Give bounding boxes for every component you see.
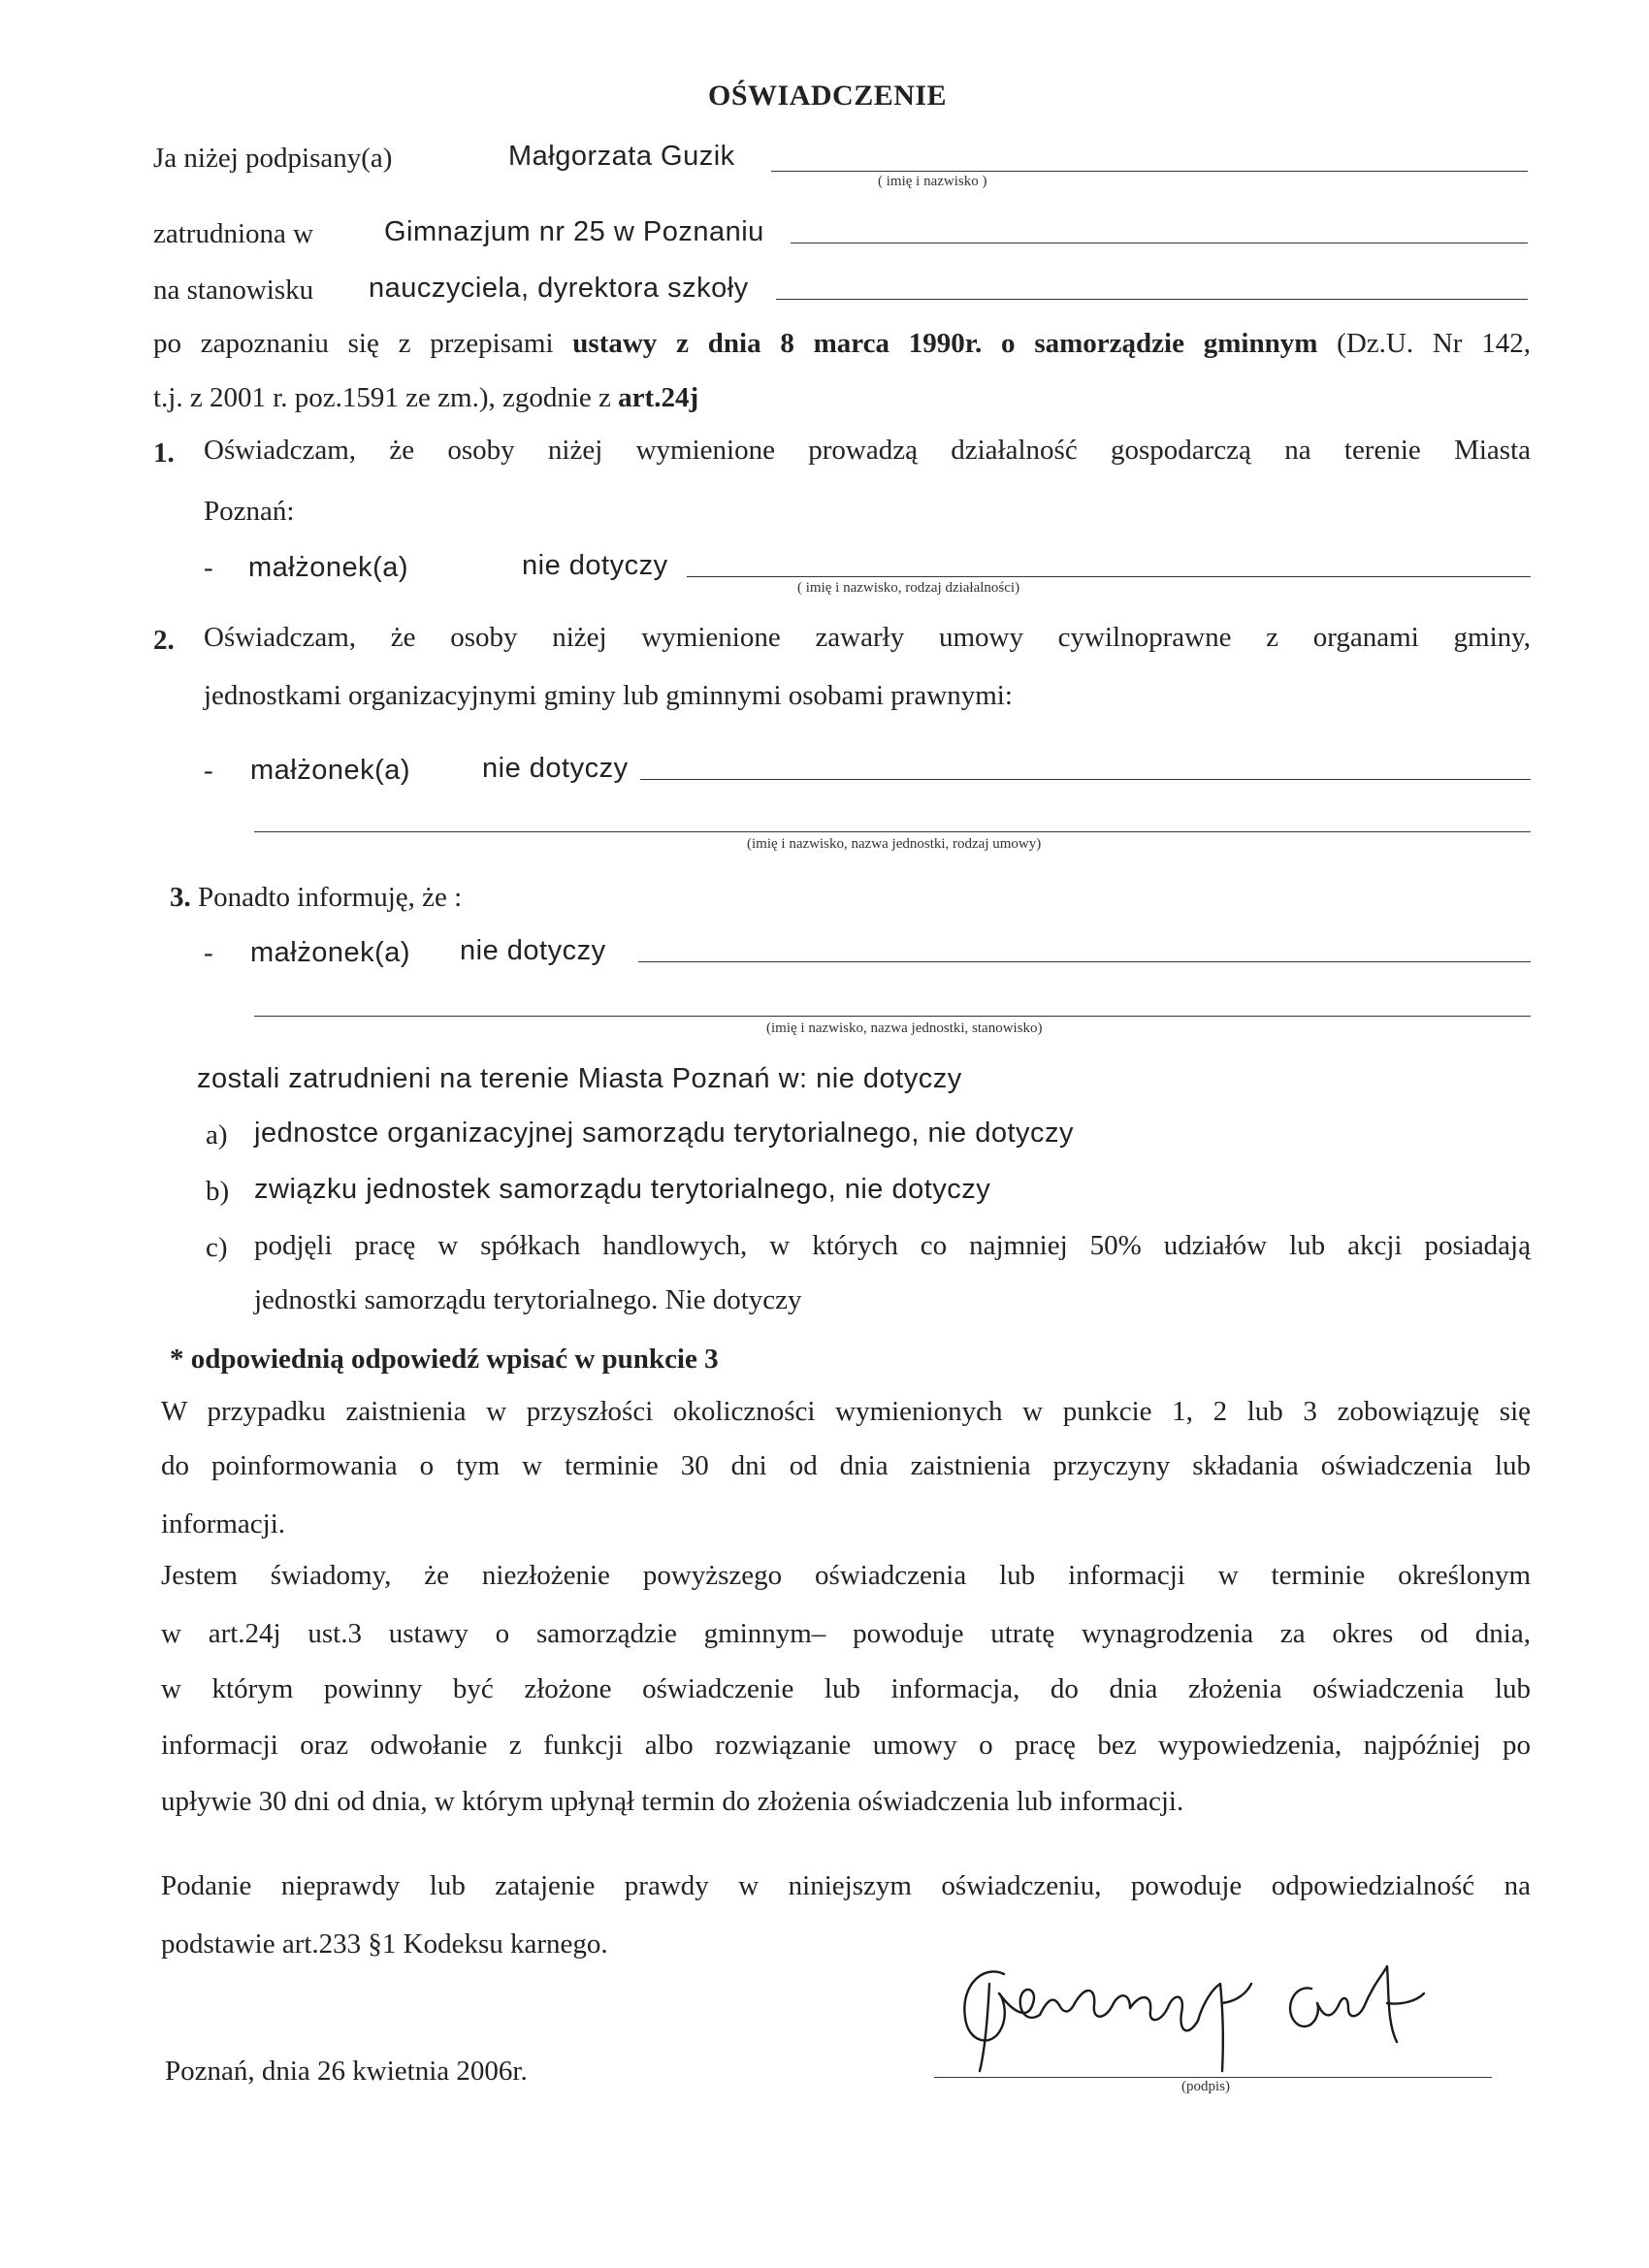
section3-spouse-label: małżonek(a) [250,937,411,968]
section3-item-b-letter: b) [206,1176,230,1207]
section3-item-c-letter: c) [206,1232,228,1263]
footnote: * odpowiednią odpowiedź wpisać w punkcie 3 [170,1344,719,1375]
section3-item-c-line2: jednostki samorządu terytorialnego. Nie dotyczy [254,1284,802,1315]
obligation-line3: informacji. [161,1508,286,1539]
employed-value: Gimnazjum nr 25 w Poznaniu [384,216,764,247]
section3-employed-line: zostali zatrudnieni na terenie Miasta Poznań w: nie dotyczy [197,1063,962,1094]
section1-spouse-value: nie dotyczy [522,550,668,581]
liability-line2: podstawie art.233 §1 Kodeksu karnego. [161,1928,608,1960]
name-label: Ja niżej podpisany(a) [153,143,393,174]
obligation-line2: do poinformowania o tym w terminie 30 dni od dnia zaistnienia przyczyny składania oświadczenia lub [161,1450,1531,1481]
section2-text-line1: Oświadczam, że osoby niżej wymienione zawarły umowy cywilnoprawne z organami gminy, [204,622,1531,653]
section2-number: 2. [153,625,175,656]
section2-spouse-value: nie dotyczy [482,753,629,784]
section1-number: 1. [153,437,175,469]
position-label: na stanowisku [153,275,314,306]
awareness-line2: w art.24j ust.3 ustawy o samorządzie gminnym– powoduje utratę wynagrodzenia za okres od dnia, [161,1618,1531,1649]
section3-line1 [638,961,1531,962]
document-title: OŚWIADCZENIE [708,80,948,112]
section3-item-b: związku jednostek samorządu terytorialnego, nie dotyczy [254,1174,991,1205]
section2-spouse-label: małżonek(a) [250,755,411,786]
section2-dash: - [204,755,213,786]
section1-line [687,576,1531,577]
position-line [776,299,1528,300]
signature-caption: (podpis) [1181,2079,1230,2094]
section3-item-a: jednostce organizacyjnej samorządu terytorialnego, nie dotyczy [254,1118,1075,1149]
section3-item-a-letter: a) [206,1119,228,1150]
section3-caption: (imię i nazwisko, nazwa jednostki, stanowisko) [766,1021,1043,1036]
law-reference-line2: t.j. z 2001 r. poz.1591 ze zm.), zgodnie z art.24j [153,382,699,413]
handwritten-signature [931,1945,1474,2081]
section2-caption: (imię i nazwisko, nazwa jednostki, rodzaj umowy) [747,836,1042,852]
name-line [771,171,1528,172]
name-caption: ( imię i nazwisko ) [878,174,987,189]
liability-line1: Podanie nieprawdy lub zatajenie prawdy w niniejszym oświadczeniu, powoduje odpowiedzialność na [161,1870,1531,1901]
section1-dash: - [204,552,213,583]
section2-line1 [640,779,1531,780]
section1-caption: ( imię i nazwisko, rodzaj działalności) [797,580,1020,596]
name-value: Małgorzata Guzik [508,141,735,172]
section3-dash: - [204,937,213,968]
section3-line2 [254,1016,1531,1017]
section3-heading: 3. Ponadto informuję, że : [170,882,463,913]
law-reference-line1: po zapoznaniu się z przepisami ustawy z dnia 8 marca 1990r. o samorządzie gminnym (Dz.U. Nr 142, [153,328,1532,359]
section1-text-line2: Poznań: [204,496,295,527]
section1-spouse-label: małżonek(a) [248,552,409,583]
section1-text-line1: Oświadczam, że osoby niżej wymienione prowadzą działalność gospodarczą na terenie Miasta [204,435,1531,466]
obligation-line1: W przypadku zaistnienia w przyszłości okoliczności wymienionych w punkcie 1, 2 lub 3 zobowiązuję się [161,1396,1531,1427]
employed-label: zatrudniona w [153,218,314,249]
section3-spouse-value: nie dotyczy [460,935,606,966]
awareness-line1: Jestem świadomy, że niezłożenie powyższego oświadczenia lub informacji w terminie określonym [161,1560,1531,1591]
section2-text-line2: jednostkami organizacyjnymi gminy lub gminnymi osobami prawnymi: [204,680,1013,711]
position-value: nauczyciela, dyrektora szkoły [369,273,749,304]
section3-item-c: podjęli pracę w spółkach handlowych, w których co najmniej 50% udziałów lub akcji posiadają [254,1230,1531,1261]
awareness-line5: upływie 30 dni od dnia, w którym upłynął termin do złożenia oświadczenia lub informacji. [161,1786,1184,1817]
place-date: Poznań, dnia 26 kwietnia 2006r. [165,2056,528,2087]
section2-line2 [254,831,1531,832]
awareness-line3: w którym powinny być złożone oświadczenie lub informacja, do dnia złożenia oświadczenia lub [161,1673,1531,1704]
awareness-line4: informacji oraz odwołanie z funkcji albo rozwiązanie umowy o pracę bez wypowiedzenia, najpóźniej po [161,1730,1531,1761]
